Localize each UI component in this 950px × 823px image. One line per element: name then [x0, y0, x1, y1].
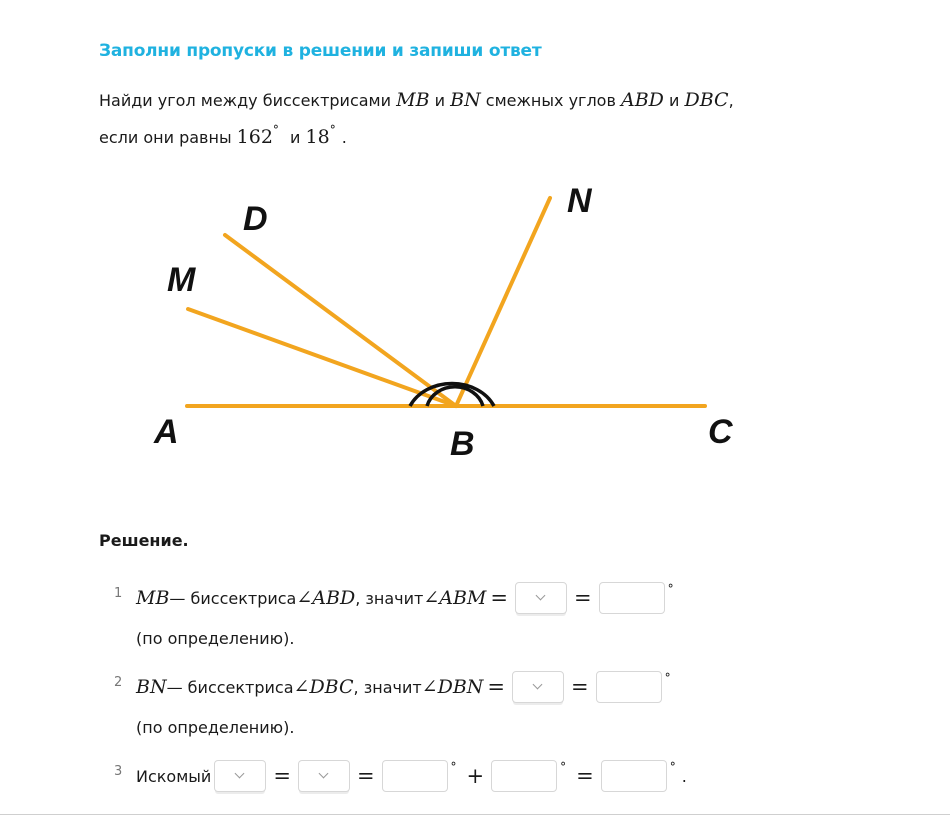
- angle-sign: ∠: [296, 587, 313, 609]
- math-bn: BN: [136, 676, 167, 698]
- step-number: 2: [114, 675, 123, 690]
- degree-sign: °: [667, 582, 674, 596]
- step-1-line: [136, 578, 680, 618]
- angle-sign: ∠: [293, 676, 310, 698]
- task-statement-line-2: [99, 123, 347, 148]
- solution-step-2: [0, 667, 950, 707]
- chevron-down-icon: [318, 769, 328, 779]
- math-dbc: DBC: [684, 89, 729, 111]
- angle-value-input[interactable]: [596, 671, 662, 703]
- solution-heading: Решение.: [99, 531, 189, 550]
- step-text: — биссектриса: [169, 588, 297, 608]
- divider: [0, 814, 950, 815]
- value-162: 162: [236, 126, 273, 148]
- equals-sign: =: [574, 586, 592, 610]
- step-text: , значит: [353, 677, 422, 697]
- step-2-line: [136, 667, 677, 707]
- task-text: и: [429, 91, 451, 110]
- math-mb: MB: [396, 89, 430, 111]
- label-c: C: [708, 413, 733, 451]
- label-b: B: [450, 425, 475, 463]
- task-statement-line-1: [99, 89, 734, 111]
- label-d: D: [243, 200, 268, 238]
- value-18: 18: [305, 126, 330, 148]
- chevron-down-icon: [533, 680, 543, 690]
- angle-select-dropdown[interactable]: [512, 671, 564, 703]
- label-m: M: [167, 261, 196, 299]
- angle-value-input[interactable]: [382, 760, 448, 792]
- degree-sign: °: [272, 123, 279, 137]
- degree-sign: °: [664, 671, 671, 685]
- step-text: — биссектриса: [166, 677, 294, 697]
- degree-sign: °: [329, 123, 336, 137]
- angle-select-dropdown[interactable]: [515, 582, 567, 614]
- step-text: .: [681, 766, 687, 786]
- ray-bm: [188, 309, 456, 406]
- degree-sign: °: [450, 760, 457, 774]
- label-n: N: [567, 182, 592, 220]
- math-dbc: DBC: [309, 676, 354, 698]
- task-text: Найди угол между биссектрисами: [99, 91, 397, 110]
- task-text: .: [341, 128, 347, 147]
- step-1-note: (по определению).: [136, 629, 295, 648]
- step-3-line: [136, 756, 687, 796]
- step-number: 1: [114, 586, 123, 601]
- task-title: Заполни пропуски в решении и запиши ответ: [99, 41, 542, 61]
- step-text: Искомый: [136, 766, 212, 786]
- ray-bn: [456, 198, 550, 406]
- solution-step-1: [0, 578, 950, 618]
- angle-select-dropdown[interactable]: [214, 760, 266, 792]
- math-abm: ABM: [439, 587, 487, 609]
- plus-sign: +: [466, 764, 485, 788]
- answer-input[interactable]: [601, 760, 667, 792]
- equals-sign: =: [576, 764, 594, 788]
- degree-sign: °: [669, 760, 676, 774]
- equals-sign: =: [487, 675, 506, 699]
- step-2-note: (по определению).: [136, 718, 295, 737]
- chevron-down-icon: [536, 591, 546, 601]
- step-number: 3: [114, 764, 123, 779]
- equals-sign: =: [490, 586, 508, 610]
- label-a: A: [154, 413, 179, 451]
- angle-select-dropdown[interactable]: [298, 760, 350, 792]
- math-abd: ABD: [312, 587, 356, 609]
- angle-value-input[interactable]: [491, 760, 557, 792]
- angle-sign: ∠: [423, 587, 440, 609]
- task-text: ,: [728, 91, 734, 110]
- angle-diagram: [140, 170, 780, 470]
- solution-step-3: [0, 756, 950, 796]
- equals-sign: =: [356, 764, 375, 788]
- math-abd: ABD: [620, 89, 664, 111]
- math-dbn: DBN: [437, 676, 484, 698]
- chevron-down-icon: [235, 769, 245, 779]
- angle-value-input[interactable]: [599, 582, 665, 614]
- task-text: если они равны: [99, 128, 237, 147]
- math-mb: MB: [136, 587, 170, 609]
- step-text: , значит: [355, 588, 424, 608]
- geometry-figure: [140, 170, 780, 470]
- math-bn: BN: [450, 89, 481, 111]
- task-text: и: [284, 128, 306, 147]
- angle-sign: ∠: [421, 676, 438, 698]
- degree-sign: °: [560, 760, 567, 774]
- task-text: смежных углов: [480, 91, 621, 110]
- equals-sign: =: [571, 675, 589, 699]
- task-text: и: [663, 91, 685, 110]
- equals-sign: =: [273, 764, 291, 788]
- ray-bd: [225, 235, 456, 406]
